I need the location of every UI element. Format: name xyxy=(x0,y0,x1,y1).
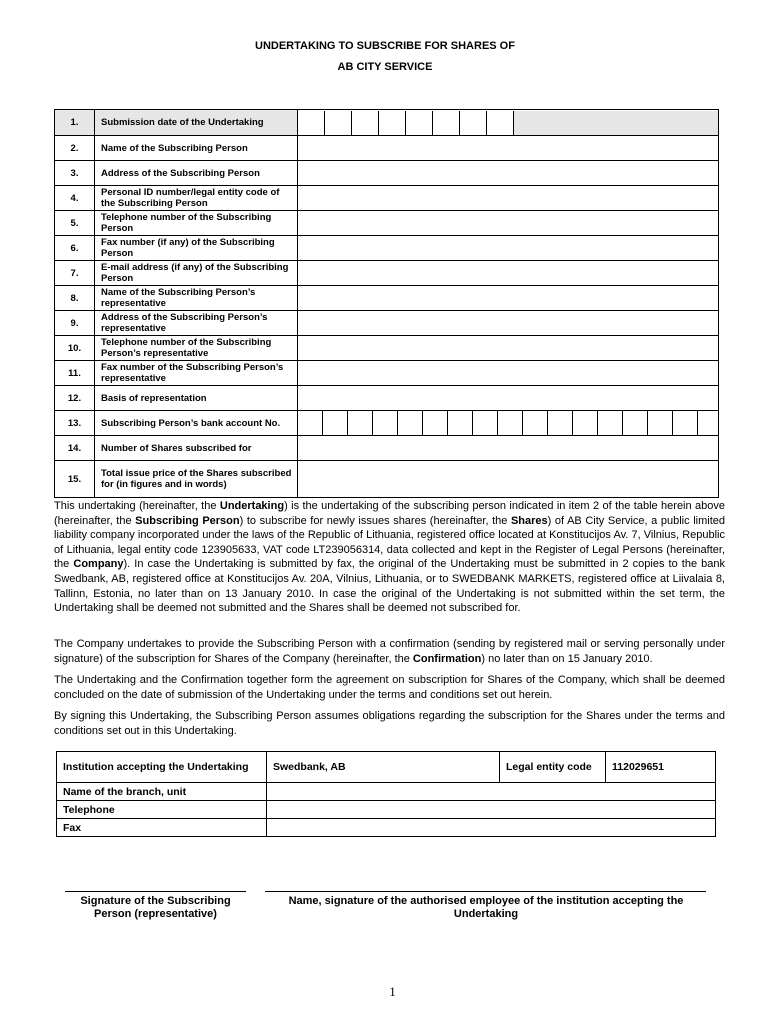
form-row-8 xyxy=(55,286,719,311)
account-digit-cell[interactable] xyxy=(448,411,473,435)
row-number: 9. xyxy=(55,311,95,336)
institution-row xyxy=(57,752,716,783)
row-number: 4. xyxy=(55,186,95,211)
form-row-15 xyxy=(55,461,719,498)
number-of-shares-field[interactable] xyxy=(298,436,719,461)
agreement-paragraph: The Undertaking and the Confirmation together form the agreement on subscription for Shares of the Company, which shall be deemed concluded on the date of submission of the Undertaking under the terms and conditions set out herein. xyxy=(54,674,725,701)
text-run: ) to subscribe for newly issues shares (hereinafter, the xyxy=(239,514,511,527)
basis-of-representation-field[interactable] xyxy=(298,386,719,411)
row-number: 11. xyxy=(55,361,95,386)
row-label: Telephone number of the Subscribing Person’s representative xyxy=(95,336,298,361)
form-row-12 xyxy=(55,386,719,411)
row-number: 10. xyxy=(55,336,95,361)
row-label: Total issue price of the Shares subscribed for (in figures and in words) xyxy=(95,461,298,498)
row-label: Subscribing Person’s bank account No. xyxy=(95,411,298,436)
row-label: Basis of representation xyxy=(95,386,298,411)
row-number: 3. xyxy=(55,161,95,186)
undertaking-paragraph xyxy=(54,499,725,616)
date-cell[interactable] xyxy=(487,111,514,135)
bank-account-field[interactable] xyxy=(298,411,719,436)
institution-telephone-label: Telephone xyxy=(57,801,267,819)
text-run: ) is the undertaking of the subscribing person indicated in item 2 of the table herein above (hereinafter, the xyxy=(54,500,725,527)
subscriber-signature-caption: Signature of the Subscribing Person (representative) xyxy=(80,895,231,920)
account-digit-cell[interactable] xyxy=(573,411,598,435)
fax-row xyxy=(57,819,716,837)
row-label: Fax number (if any) of the Subscribing Person xyxy=(95,236,298,261)
account-digit-cell[interactable] xyxy=(298,411,323,435)
text-run: ) of AB City Service, a public limited liability company incorporated under the laws of the Republic of Lithuania, registered office located at Konstitucijos Av. 7, Vilnius, Republic of Lithuania, legal entity code 123905633, VAT code LT239056314, data collected and kept in the Register of Legal Persons (hereinafter, the xyxy=(54,514,725,571)
email-field[interactable] xyxy=(298,261,719,286)
total-issue-price-field[interactable] xyxy=(298,461,719,498)
confirmation-paragraph xyxy=(54,637,725,666)
row-number: 15. xyxy=(55,461,95,498)
personal-id-field[interactable] xyxy=(298,186,719,211)
text-run: The Company undertakes to provide the Subscribing Person with a confirmation (sending by registered mail or serving personally under signature) of the subscription for Shares of the Company (hereinafter, the xyxy=(54,638,725,665)
row-label: Address of the Subscribing Person xyxy=(95,161,298,186)
account-digit-cell[interactable] xyxy=(398,411,423,435)
row-label: E-mail address (if any) of the Subscribing Person xyxy=(95,261,298,286)
text-run: ) no later than on 15 January 2010. xyxy=(481,652,653,665)
defined-term: Undertaking xyxy=(219,500,285,512)
representative-address-field[interactable] xyxy=(298,311,719,336)
branch-label: Name of the branch, unit xyxy=(57,783,267,801)
form-row-5 xyxy=(55,211,719,236)
form-row-9 xyxy=(55,311,719,336)
date-cell[interactable] xyxy=(352,111,379,135)
representative-telephone-field[interactable] xyxy=(298,336,719,361)
institution-label: Institution accepting the Undertaking xyxy=(57,752,267,783)
representative-name-field[interactable] xyxy=(298,286,719,311)
account-digit-cell[interactable] xyxy=(598,411,623,435)
telephone-row xyxy=(57,801,716,819)
row-number: 8. xyxy=(55,286,95,311)
account-digit-cell[interactable] xyxy=(348,411,373,435)
defined-term: Confirmation xyxy=(412,652,482,665)
account-digit-cell[interactable] xyxy=(523,411,548,435)
institution-table xyxy=(56,751,716,837)
row-number: 13. xyxy=(55,411,95,436)
text-run: ). In case the Undertaking is submitted by fax, the original of the Undertaking must be submitted in 2 copies to the bank Swedbank, AB, registered office at Konstitucijos Av. 20A, Vilnius, Lithuania, or to SWEDBANK MARKETS, registered office at Liivalaia 8, Tallinn, Estonia, no later than on 13 January 2010. In case the original of the Undertaking is not submitted within the set term, the Undertaking shall be deemed not submitted and the Shares shall be deemed not subscribed for. xyxy=(54,558,725,615)
form-row-2 xyxy=(55,136,719,161)
institution-value: Swedbank, AB xyxy=(267,752,500,783)
document-title: UNDERTAKING TO SUBSCRIBE FOR SHARES OF xyxy=(255,40,515,52)
legal-entity-code-label: Legal entity code xyxy=(500,752,606,783)
row-number: 12. xyxy=(55,386,95,411)
fax-field[interactable] xyxy=(298,236,719,261)
company-title: AB CITY SERVICE xyxy=(337,61,433,73)
form-row-3 xyxy=(55,161,719,186)
row-label: Number of Shares subscribed for xyxy=(95,436,298,461)
row-label: Fax number of the Subscribing Person’s representative xyxy=(95,361,298,386)
row-number: 7. xyxy=(55,261,95,286)
form-row-1 xyxy=(55,110,719,136)
legal-entity-code-value: 112029651 xyxy=(606,752,716,783)
form-row-7 xyxy=(55,261,719,286)
account-digit-cell[interactable] xyxy=(323,411,348,435)
account-digit-cell[interactable] xyxy=(698,411,718,435)
account-digit-cell[interactable] xyxy=(473,411,498,435)
form-row-11 xyxy=(55,361,719,386)
subscriber-signature-line[interactable] xyxy=(65,891,246,892)
telephone-field[interactable] xyxy=(298,211,719,236)
row-number: 2. xyxy=(55,136,95,161)
subscriber-name-field[interactable] xyxy=(298,136,719,161)
submission-date-field[interactable] xyxy=(298,110,719,136)
date-cell[interactable] xyxy=(406,111,433,135)
row-number: 14. xyxy=(55,436,95,461)
row-number: 6. xyxy=(55,236,95,261)
row-label: Name of the Subscribing Person’s representative xyxy=(95,286,298,311)
employee-signature-caption: Name, signature of the authorised employee of the institution accepting the Undertaking xyxy=(288,895,684,920)
representative-fax-field[interactable] xyxy=(298,361,719,386)
subscriber-form-table xyxy=(54,109,719,498)
employee-signature-line[interactable] xyxy=(265,891,706,892)
row-label: Telephone number of the Subscribing Person xyxy=(95,211,298,236)
date-cell[interactable] xyxy=(460,111,487,135)
institution-fax-field[interactable] xyxy=(267,819,716,837)
row-number: 1. xyxy=(55,110,95,136)
institution-fax-label: Fax xyxy=(57,819,267,837)
account-digit-cell[interactable] xyxy=(548,411,573,435)
defined-term: Shares xyxy=(510,514,548,527)
branch-field[interactable] xyxy=(267,783,716,801)
account-digit-cell[interactable] xyxy=(673,411,698,435)
institution-telephone-field[interactable] xyxy=(267,801,716,819)
date-cell[interactable] xyxy=(379,111,406,135)
row-label: Name of the Subscribing Person xyxy=(95,136,298,161)
defined-term: Subscribing Person xyxy=(135,514,240,527)
row-label: Submission date of the Undertaking xyxy=(95,110,298,136)
date-cell[interactable] xyxy=(325,111,352,135)
row-number: 5. xyxy=(55,211,95,236)
account-digit-cell[interactable] xyxy=(498,411,523,435)
form-row-6 xyxy=(55,236,719,261)
form-row-4 xyxy=(55,186,719,211)
obligations-paragraph: By signing this Undertaking, the Subscribing Person assumes obligations regarding the subscription for the Shares under the terms and conditions set out in this Undertaking. xyxy=(54,710,725,737)
account-digit-cell[interactable] xyxy=(623,411,648,435)
account-digit-cell[interactable] xyxy=(373,411,398,435)
account-digit-cell[interactable] xyxy=(423,411,448,435)
shaded-filler xyxy=(514,111,718,135)
row-label: Address of the Subscribing Person’s representative xyxy=(95,311,298,336)
branch-row xyxy=(57,783,716,801)
defined-term: Company xyxy=(73,558,124,571)
form-row-14 xyxy=(55,436,719,461)
date-cell[interactable] xyxy=(298,111,325,135)
subscriber-address-field[interactable] xyxy=(298,161,719,186)
date-cell[interactable] xyxy=(433,111,460,135)
text-run: This undertaking (hereinafter, the xyxy=(54,500,220,512)
account-digit-cell[interactable] xyxy=(648,411,673,435)
form-row-10 xyxy=(55,336,719,361)
row-label: Personal ID number/legal entity code of the Subscribing Person xyxy=(95,186,298,211)
page-number: 1 xyxy=(389,984,396,999)
form-row-13 xyxy=(55,411,719,436)
